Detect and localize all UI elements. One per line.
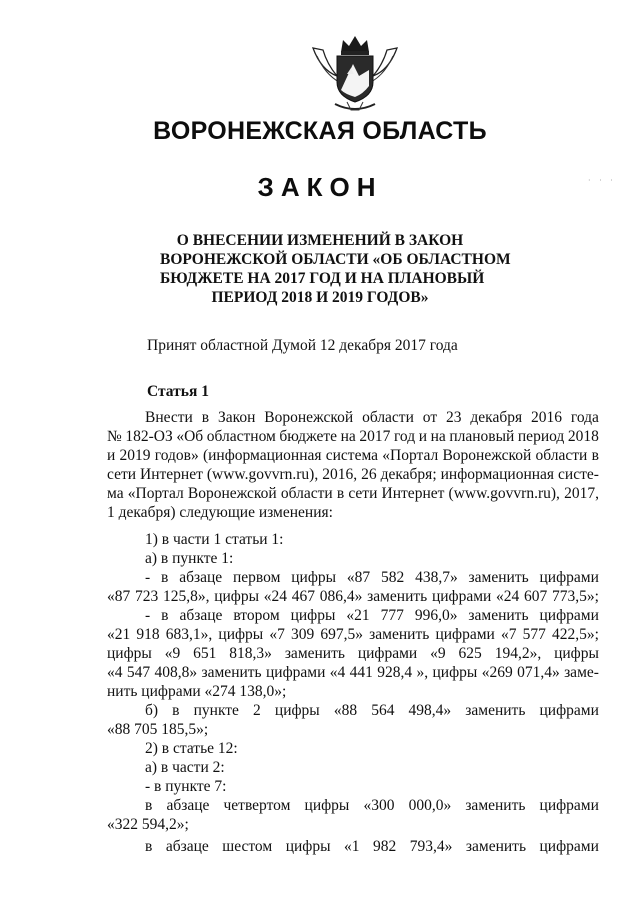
body-word: в xyxy=(591,447,599,464)
body-word: цифрами xyxy=(431,588,492,605)
law-title-line: ВОРОНЕЖСКОЙ ОБЛАСТИ «ОБ ОБЛАСТНОМ xyxy=(160,251,511,268)
body-word: в xyxy=(201,409,210,426)
body-word: 182-ОЗ xyxy=(125,428,173,445)
body-word: 651 xyxy=(193,645,217,662)
body-word: «21 xyxy=(107,626,131,643)
body-word: Воронежской xyxy=(442,447,532,464)
body-line xyxy=(107,446,599,465)
body-word: заменить xyxy=(468,569,529,586)
body-word: 564 xyxy=(371,702,395,719)
body-word: цифры xyxy=(432,664,478,681)
body-word: 2 xyxy=(253,702,261,719)
body-word: 194,2», xyxy=(494,645,542,662)
body-word: цифры xyxy=(291,569,337,586)
body-word: «24 xyxy=(263,588,287,605)
body-word: Воронежской xyxy=(264,409,354,426)
body-word: 125,8», xyxy=(162,588,210,605)
body-word: «24 xyxy=(496,588,520,605)
body-word: 547 xyxy=(126,664,151,681)
body-word: заменить xyxy=(465,838,527,855)
body-word: и xyxy=(418,428,427,445)
body-line: нить цифрами «274 138,0»; xyxy=(107,683,287,700)
body-word: б) xyxy=(145,702,159,719)
law-heading: ЗАКОН xyxy=(257,172,383,202)
body-word: цифры xyxy=(274,702,320,719)
adoption-note: Принят областной Думой 12 декабря 2017 года xyxy=(147,337,458,354)
body-word: цифрами xyxy=(357,645,418,662)
body-word: цифрами xyxy=(539,607,599,624)
body-word: цифры xyxy=(107,645,152,662)
body-word: Интернет xyxy=(381,485,445,502)
body-word: бюджете xyxy=(279,428,338,445)
law-title xyxy=(160,231,511,307)
body-line xyxy=(107,644,599,663)
body-word: 777 xyxy=(380,607,404,624)
body-word: и xyxy=(107,447,116,464)
body-word: цифры xyxy=(290,607,336,624)
body-word: 683,1», xyxy=(165,626,213,643)
body-word: заменить xyxy=(465,702,526,719)
body-word: цифры xyxy=(554,645,599,662)
body-word: (www.govvrn.ru), xyxy=(206,466,319,483)
body-word: 723 xyxy=(134,588,159,605)
body-line: а) в части 2: xyxy=(145,759,225,776)
body-word: 438,7» xyxy=(415,569,458,586)
body-word: 582 xyxy=(380,569,405,586)
body-word: 000,0» xyxy=(408,797,452,814)
body-word: 2017 xyxy=(359,428,391,445)
body-word: Внести xyxy=(145,409,193,426)
body-word: 2016 xyxy=(531,409,562,426)
law-title-line: ПЕРИОД 2018 И 2019 ГОДОВ» xyxy=(211,289,429,306)
body-word: 467 xyxy=(291,588,315,605)
body-line: 1 декабря) следующие изменения: xyxy=(107,504,333,521)
body-word: цифры xyxy=(304,797,350,814)
body-word: (www.govvrn.ru), xyxy=(448,485,560,502)
body-word: в xyxy=(172,702,180,719)
body-word: цифрами xyxy=(539,797,599,814)
body-word: 498,4» xyxy=(408,702,452,719)
body-word: 23 xyxy=(446,409,462,426)
body-word: 309 xyxy=(291,626,315,643)
body-word: «Портал xyxy=(127,485,184,502)
body-word: в xyxy=(161,569,169,586)
body-line: «88 705 185,5»; xyxy=(107,721,209,738)
voronezh-coat-of-arms-icon xyxy=(307,30,403,112)
body-word: цифрами xyxy=(539,838,599,855)
body-word: в xyxy=(336,485,345,502)
body-word: цифрами xyxy=(539,702,599,719)
scan-speckles: · · · xyxy=(588,176,616,185)
body-line: - в пункте 7: xyxy=(145,778,227,795)
article-heading: Статья 1 xyxy=(147,383,209,400)
body-word: «21 xyxy=(346,607,370,624)
body-word: № xyxy=(107,428,122,445)
body-word: годов» xyxy=(154,447,199,464)
body-word: 441 xyxy=(349,664,373,681)
body-word: декабря xyxy=(470,409,523,426)
body-word: 26 xyxy=(361,466,377,483)
body-word: 996,0» xyxy=(414,607,458,624)
body-line: 2) в статье 12: xyxy=(145,740,238,757)
body-word: областном xyxy=(206,428,276,445)
body-word: «7 xyxy=(500,626,517,643)
body-word: заме- xyxy=(564,664,599,681)
body-word: ма xyxy=(107,485,124,502)
body-line: 1) в части 1 статьи 1: xyxy=(145,531,284,548)
body-word: «1 xyxy=(344,838,360,855)
body-line: «322 594,2»; xyxy=(107,816,189,833)
body-word: - xyxy=(145,569,151,586)
body-word: шестом xyxy=(222,838,273,855)
body-word: «300 xyxy=(363,797,395,814)
body-word: заменить xyxy=(284,645,345,662)
body-word: в xyxy=(145,838,153,855)
body-word: на xyxy=(340,428,356,445)
body-word: Закон xyxy=(217,409,256,426)
body-word: информационная xyxy=(440,466,555,483)
body-word: сети xyxy=(348,485,378,502)
body-word: в xyxy=(161,607,169,624)
body-word: 793,4» xyxy=(409,838,453,855)
body-word: 2016, xyxy=(322,466,358,483)
body-word: на xyxy=(430,428,446,445)
law-title-line: БЮДЖЕТЕ НА 2017 ГОД И НА ПЛАНОВЫЙ xyxy=(160,270,485,287)
body-word: декабря; xyxy=(380,466,437,483)
body-line xyxy=(145,796,599,815)
region-heading: ВОРОНЕЖСКАЯ ОБЛАСТЬ xyxy=(153,117,487,145)
body-line: а) в пункте 1: xyxy=(145,550,234,567)
body-word: области xyxy=(280,485,333,502)
body-word: «87 xyxy=(346,569,371,586)
body-word: заменить xyxy=(468,607,529,624)
body-word: абзаце xyxy=(179,569,223,586)
body-word: 408,8» xyxy=(154,664,198,681)
body-word: 697,5» xyxy=(320,626,364,643)
body-word: 2018 xyxy=(567,428,599,445)
body-word: абзаце xyxy=(165,838,209,855)
body-word: Воронежской xyxy=(187,485,277,502)
body-word: 982 xyxy=(373,838,397,855)
body-word: заменить xyxy=(369,626,430,643)
body-line xyxy=(145,837,599,856)
body-word: заменить xyxy=(465,797,526,814)
body-line xyxy=(107,625,599,644)
body-word: от xyxy=(422,409,438,426)
body-word: области xyxy=(535,447,588,464)
body-line xyxy=(107,587,599,606)
body-line xyxy=(145,701,599,720)
body-word: цифры xyxy=(218,626,264,643)
body-word: области xyxy=(362,409,414,426)
body-word: плановый xyxy=(449,428,515,445)
body-word: - xyxy=(145,607,151,624)
body-word: 2019 xyxy=(119,447,151,464)
body-word: цифрами xyxy=(435,626,495,643)
body-word: цифры xyxy=(214,588,260,605)
body-word: (информационная xyxy=(202,447,322,464)
body-word: 422,5»; xyxy=(551,626,599,643)
body-word: 818,3» xyxy=(229,645,272,662)
body-word: четвертом xyxy=(223,797,291,814)
body-word: цифрами xyxy=(266,664,326,681)
body-word: в xyxy=(145,797,153,814)
body-word: «Портал xyxy=(382,447,439,464)
body-word: сети xyxy=(107,466,137,483)
body-word: 918 xyxy=(136,626,160,643)
body-line xyxy=(107,465,599,484)
law-title-line: О ВНЕСЕНИИ ИЗМЕНЕНИЙ В ЗАКОН xyxy=(176,232,464,249)
body-word: цифрами xyxy=(539,569,599,586)
body-word: 086,4» xyxy=(319,588,363,605)
body-word: период xyxy=(517,428,565,445)
body-word: абзаце xyxy=(166,797,210,814)
body-word: «87 xyxy=(107,588,131,605)
body-word: год xyxy=(393,428,416,445)
body-word: «269 xyxy=(481,664,513,681)
body-word: «88 xyxy=(333,702,358,719)
body-word: заменить xyxy=(201,664,262,681)
body-word: », xyxy=(416,664,429,681)
body-word: пункте xyxy=(193,702,239,719)
body-line xyxy=(145,568,599,587)
body-word: «9 xyxy=(164,645,181,662)
body-line xyxy=(107,484,599,503)
body-word: «7 xyxy=(269,626,285,643)
body-word: 607 xyxy=(524,588,548,605)
body-line xyxy=(145,606,599,625)
body-word: 928,4 xyxy=(377,664,413,681)
body-word: систе- xyxy=(558,466,599,483)
body-word: втором xyxy=(233,607,280,624)
body-word: года xyxy=(570,409,599,426)
body-word: 773,5»; xyxy=(552,588,599,605)
body-line xyxy=(107,427,599,446)
body-word: Интернет xyxy=(140,466,203,483)
body-word: «9 xyxy=(430,645,446,662)
body-word: цифры xyxy=(285,838,331,855)
body-word: первом xyxy=(232,569,281,586)
body-word: 071,4» xyxy=(517,664,560,681)
body-word: 577 xyxy=(522,626,546,643)
body-word: заменить xyxy=(367,588,428,605)
body-line xyxy=(107,663,599,682)
body-word: система xyxy=(325,447,379,464)
body-word: «Об xyxy=(176,428,204,445)
body-word: «4 xyxy=(329,664,346,681)
body-word: 625 xyxy=(458,645,482,662)
body-word: 2017, xyxy=(564,485,599,502)
body-word: абзаце xyxy=(179,607,223,624)
body-word: «4 xyxy=(107,664,123,681)
body-line xyxy=(145,408,599,427)
